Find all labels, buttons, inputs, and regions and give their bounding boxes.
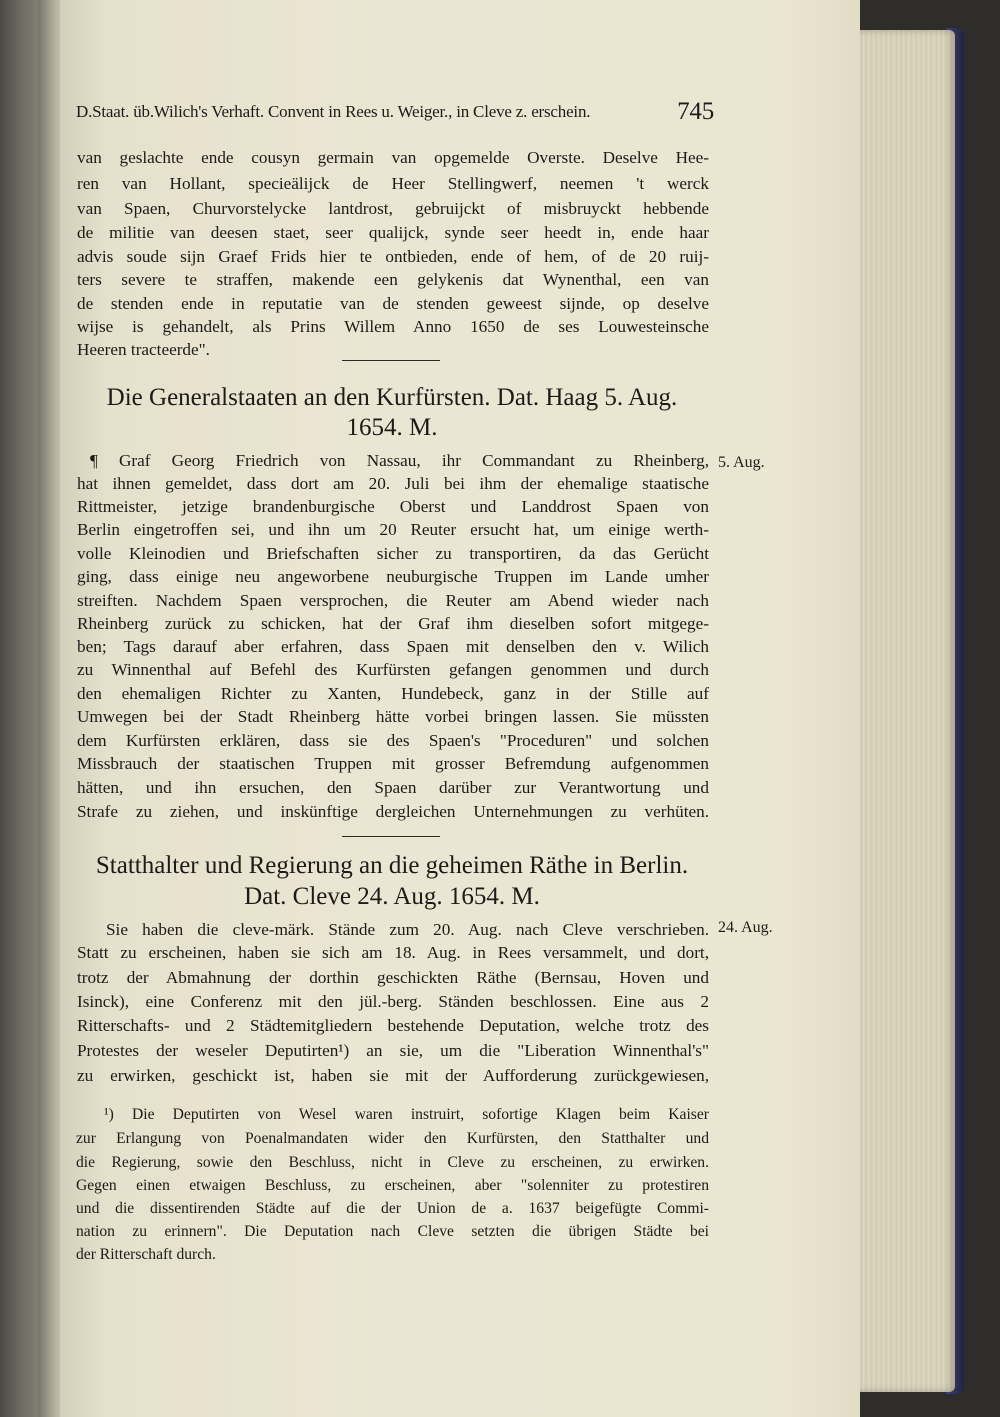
section-heading: Die Generalstaaten an den Kurfürsten. Dat. Haag 5. Aug. (106, 384, 678, 411)
margin-date: 5. Aug. (718, 454, 765, 471)
footnote-line: die Regierung, sowie den Beschluss, nicht in Cleve zu erscheinen, zu erwirken. (76, 1154, 709, 1171)
margin-date: 24. Aug. (718, 919, 773, 936)
text-line: dem Kurfürsten erklären, dass sie des Spaen's "Proceduren" und solchen (77, 731, 709, 750)
running-header (76, 98, 714, 125)
text-line: Strafe zu ziehen, und inskünftige dergleichen Unternehmungen zu verhüten. (77, 802, 709, 821)
section-divider (342, 836, 440, 837)
footnote-line: und die dissentirenden Städte auf die der Union de a. 1637 beigefügte Commi- (76, 1200, 709, 1217)
text-line: ¶ Graf Georg Friedrich von Nassau, ihr Commandant zu Rheinberg, (90, 451, 709, 470)
text-line: ters severe te straffen, makende een gelykenis dat Wynenthal, een van (77, 270, 709, 289)
text-line: ren van Hollant, specieälijck de Heer Stellingwerf, neemen 't werck (77, 174, 709, 193)
section-divider (342, 360, 440, 361)
text-line: Rittmeister, jetzige brandenburgische Oberst und Landdrost Spaen von (77, 497, 709, 516)
text-line: Heeren tracteerde". (77, 340, 210, 359)
footnote-line: ¹) Die Deputirten von Wesel waren instruirt, sofortige Klagen beim Kaiser (104, 1106, 709, 1123)
text-line: Missbrauch der staatischen Truppen mit grosser Befremdung aufgenommen (77, 754, 709, 773)
footnote-line: nation zu erinnern". Die Deputation nach Cleve setzten die übrigen Städte bei (76, 1223, 709, 1240)
text-line: Rheinberg zurück zu schicken, hat der Graf ihm dieselben sofort mitgege- (77, 614, 709, 633)
text-line: hat ihnen gemeldet, dass dort am 20. Juli bei ihm der ehemalige staatische (77, 474, 709, 493)
section-heading: Statthalter und Regierung an die geheimen Räthe in Berlin. (95, 852, 689, 879)
page-number: 745 (677, 98, 714, 125)
text-line: Isinck), eine Conferenz mit den jül.-berg. Ständen beschlossen. Eine aus 2 (77, 992, 709, 1011)
section-heading-date: Dat. Cleve 24. Aug. 1654. M. (244, 883, 540, 910)
text-line: Ritterschafts- und 2 Städtemitgliedern bestehende Deputation, welche trotz des (77, 1016, 709, 1035)
running-title: D.Staat. üb.Wilich's Verhaft. Convent in Rees u. Weiger., in Cleve z. erschein. (76, 102, 591, 121)
text-line: Berlin eingetroffen sei, und ihn um 20 Reuter ersucht hat, um einige werth- (77, 520, 709, 539)
text-line: Statt zu erscheinen, haben sie sich am 18. Aug. in Rees versammelt, und dort, (77, 943, 709, 962)
text-line: Umwegen bei der Stadt Rheinberg hätte vorbei bringen lassen. Sie müssten (77, 707, 709, 726)
text-line: hätten, und ihn ersuchen, den Spaen darüber zur Verantwortung und (77, 778, 709, 797)
footnote-line: zur Erlangung von Poenalmandaten wider den Kurfürsten, den Statthalter und (76, 1130, 709, 1147)
text-line: van Spaen, Churvorstelycke lantdrost, gebruijckt of misbruyckt hebbende (77, 199, 709, 218)
text-line: van geslachte ende cousyn germain van opgemelde Overste. Deselve Hee- (77, 148, 709, 167)
page-edges (850, 30, 955, 1392)
text-line: zu Winnenthal auf Befehl des Kurfürsten gefangen genommen und durch (77, 660, 709, 679)
text-line: wijse is gehandelt, als Prins Willem Anno 1650 de ses Louwesteinsche (77, 317, 709, 336)
text-line: zu erwirken, geschickt ist, haben sie mit der Aufforderung zurückgewiesen, (77, 1066, 709, 1085)
text-line: de militie van deesen staet, seer qualijck, synde seer heedt in, ende haar (77, 223, 709, 242)
text-line: den ehemaligen Richter zu Xanten, Hundebeck, ganz in der Stille auf (77, 684, 709, 703)
text-line: Sie haben die cleve-märk. Stände zum 20. Aug. nach Cleve verschrieben. (106, 920, 709, 939)
text-line: ben; Tags darauf aber erfahren, dass Spaen mit denselben den v. Wilich (77, 637, 709, 656)
text-line: advis soude sijn Graef Frids hier te ontbieden, ende of hem, of de 20 ruij- (77, 247, 709, 266)
text-line: trotz der Abmahnung der dorthin geschickten Räthe (Bernsau, Hoven und (77, 968, 709, 987)
text-line: Protestes der weseler Deputirten¹) an sie, um die "Liberation Winnenthal's" (77, 1041, 709, 1060)
section-heading-date: 1654. M. (346, 414, 438, 441)
text-line: volle Kleinodien und Briefschaften sicher zu transportiren, da das Gerücht (77, 544, 709, 563)
text-line: streiften. Nachdem Spaen versprochen, die Reuter am Abend wieder nach (77, 591, 709, 610)
text-line: de stenden ende in reputatie van de stenden geweest sijnde, op deselve (77, 294, 709, 313)
text-line: ging, dass einige neu angeworbene neuburgische Truppen im Lande umher (77, 567, 709, 586)
footnote-line: der Ritterschaft durch. (76, 1246, 216, 1263)
footnote-line: Gegen einen etwaigen Beschluss, zu erscheinen, aber "solenniter zu protestiren (76, 1177, 709, 1194)
